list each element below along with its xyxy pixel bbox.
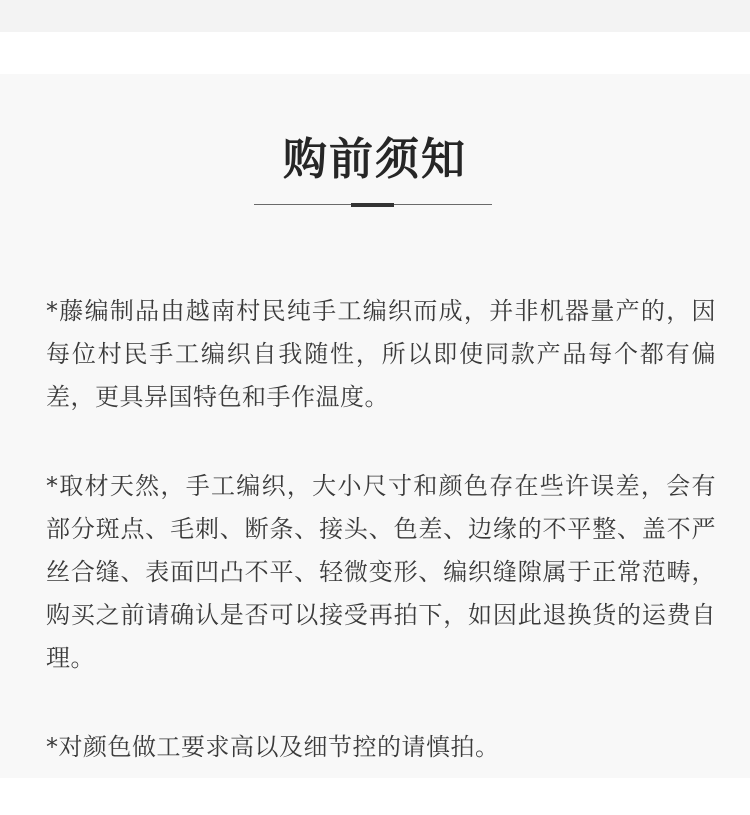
notice-list	[46, 290, 716, 815]
section-gap	[0, 32, 750, 74]
page-title: 购前须知	[283, 134, 467, 185]
notice-item-caution: *对颜色做工要求高以及细节控的请慎拍。	[46, 733, 500, 761]
top-band	[0, 0, 750, 32]
notice-item-variation: *取材天然，手工编织，大小尺寸和颜色存在些许误差，会有部分斑点、毛刺、断条、接头、色差、边缘的不平整、盖不严丝合缝、表面凹凸不平、轻微变形、编织缝隙属于正常范畴，购买之前请确认是否可以接受再拍下，如因此退换货的运费自理。	[46, 472, 716, 672]
notice-item-handmade: *藤编制品由越南村民纯手工编织而成，并非机器量产的，因每位村民手工编织自我随性，所以即使同款产品每个都有偏差，更具异国特色和手作温度。	[46, 297, 716, 411]
title-divider-accent	[351, 203, 394, 207]
